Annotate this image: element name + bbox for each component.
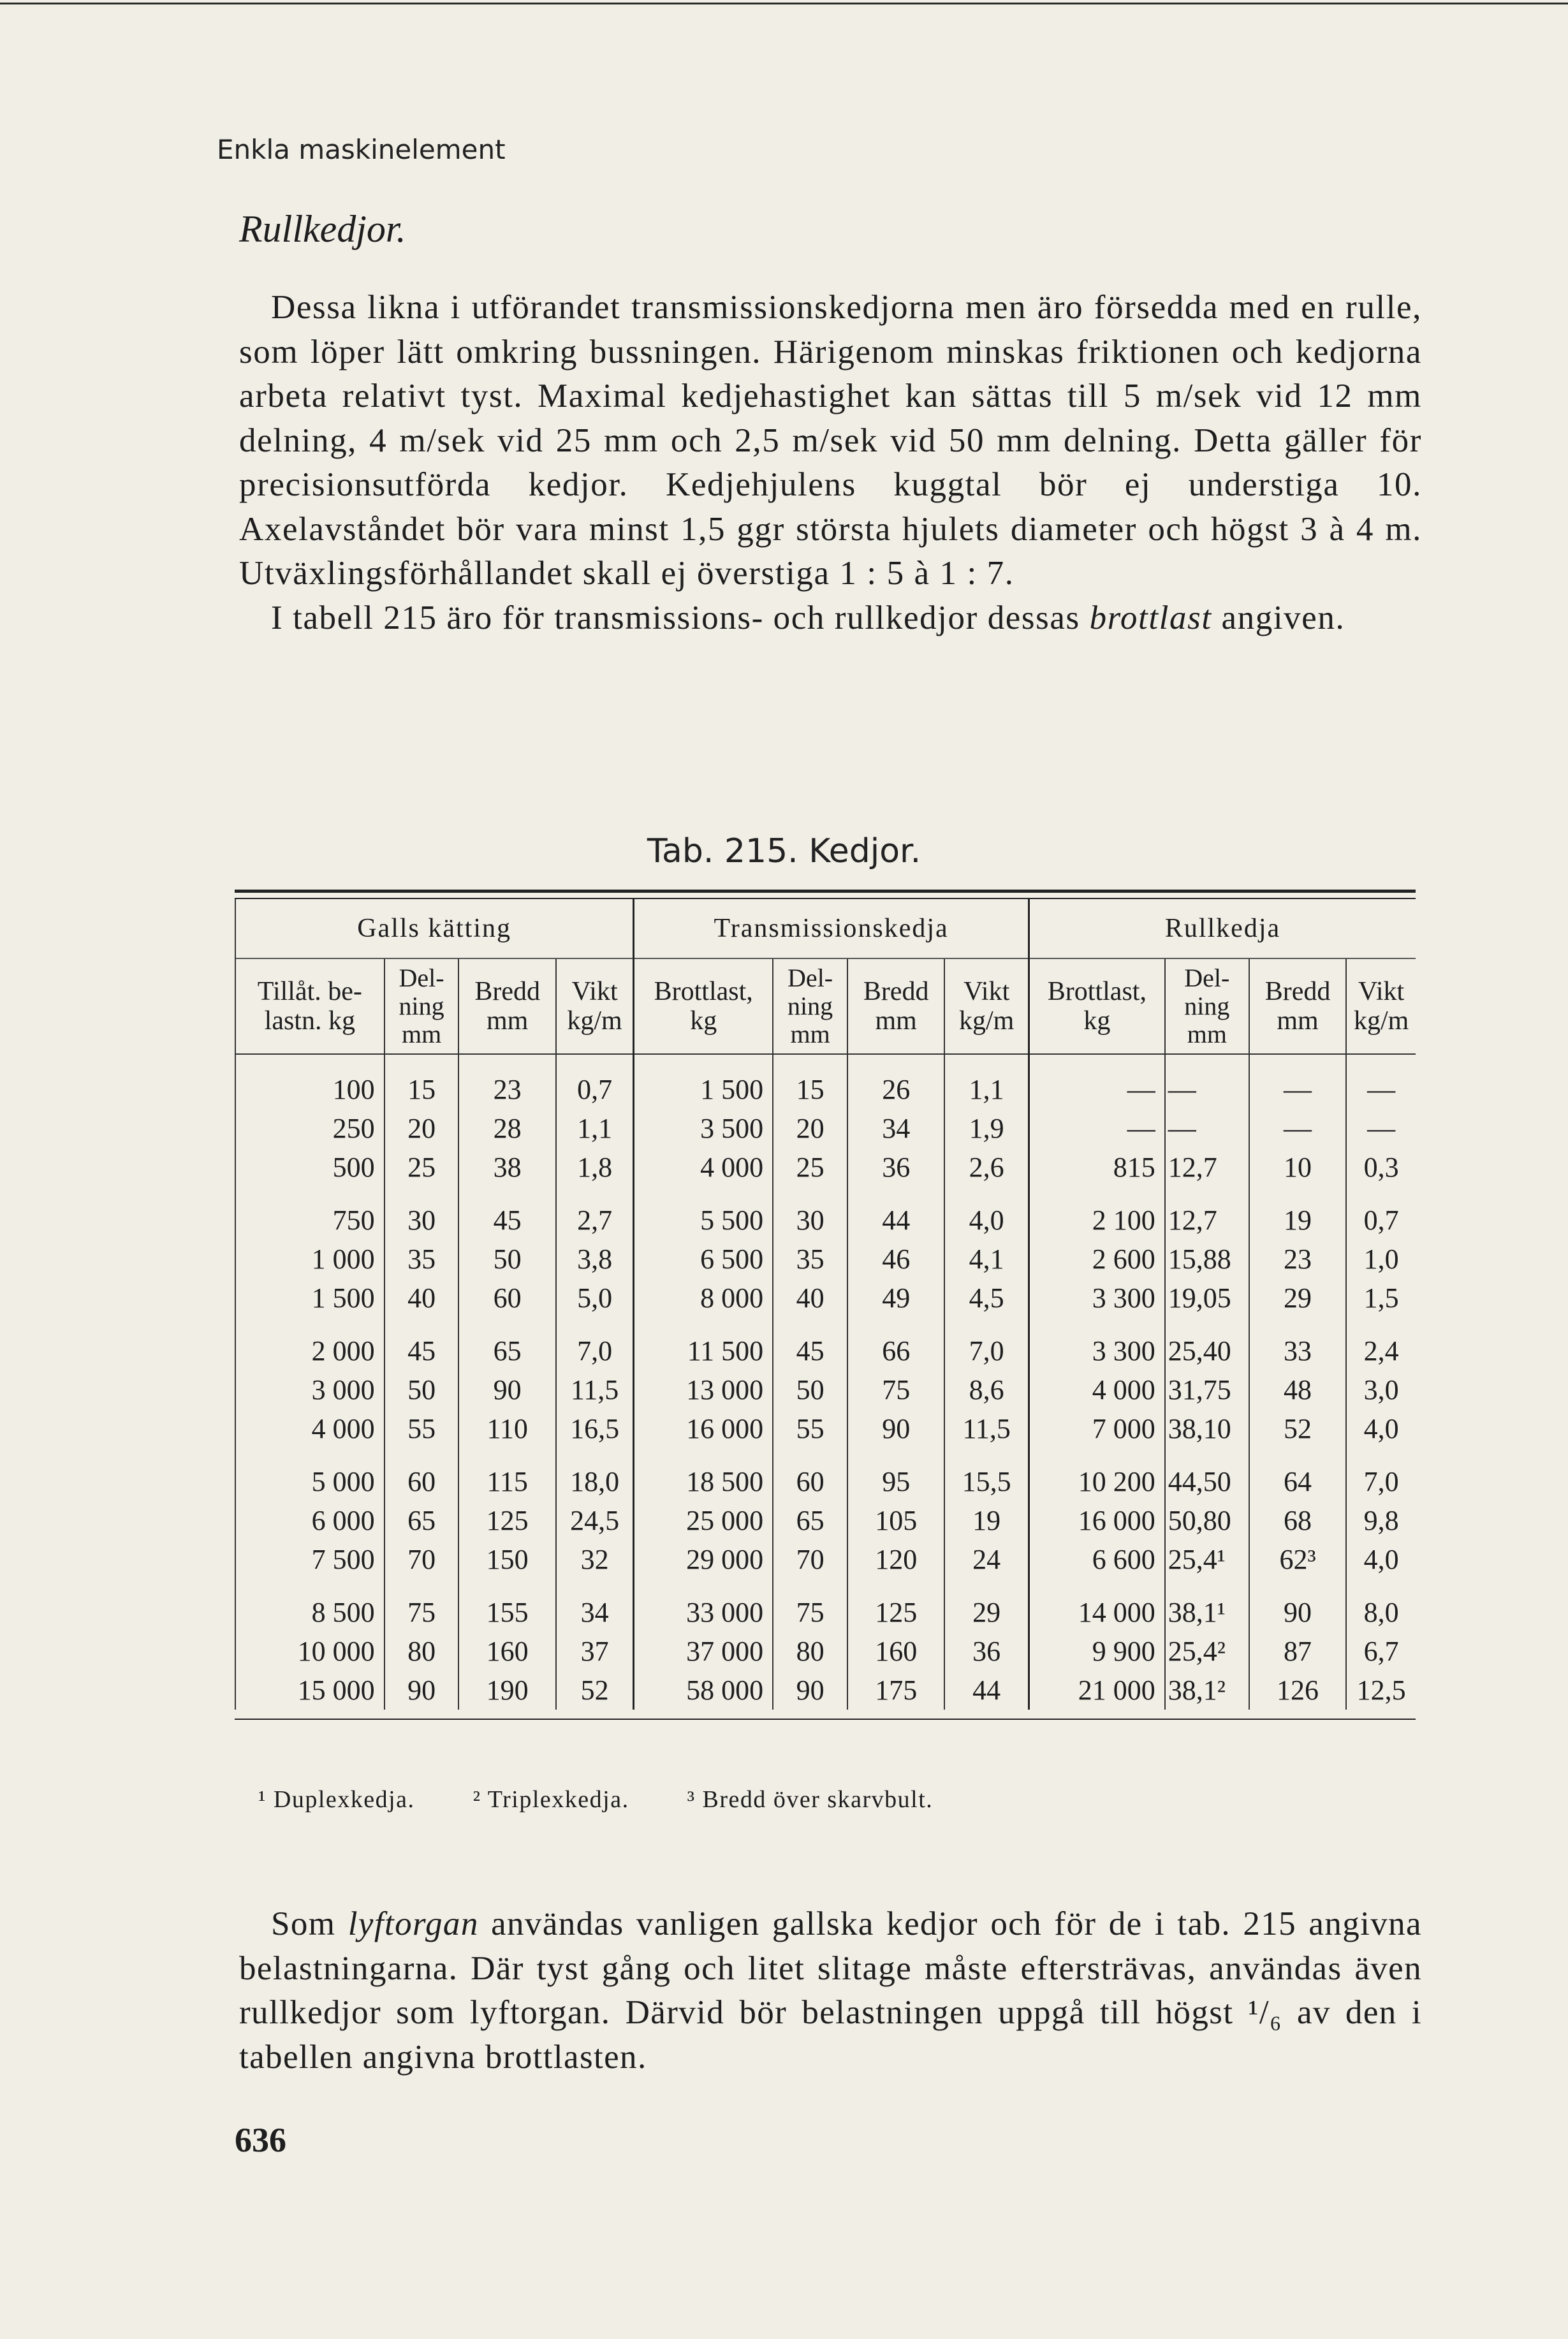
table-row	[235, 1448, 1416, 1501]
table-cell: 7 000	[1029, 1409, 1164, 1448]
table-cell: 14 000	[1029, 1579, 1164, 1632]
table-cell: 15	[773, 1070, 847, 1109]
table-cell: 15 000	[235, 1671, 385, 1710]
table-cell: 50,80	[1165, 1501, 1249, 1540]
table-cell: 23	[1249, 1240, 1346, 1279]
table-cell: —	[1029, 1070, 1164, 1109]
table-cell: 65	[385, 1501, 459, 1540]
table-cell: 50	[385, 1370, 459, 1409]
table-cell: 1,9	[944, 1109, 1029, 1148]
sub-header-cell: Bredd mm	[847, 958, 944, 1054]
table-row	[235, 1540, 1416, 1579]
divider-cell	[944, 1054, 1029, 1070]
table-cell: 23	[458, 1070, 555, 1109]
table-cell: —	[1249, 1070, 1346, 1109]
paragraph-text-2	[239, 596, 1422, 641]
kedjor-table	[235, 899, 1416, 1710]
paragraph-line: I tabell 215 äro för transmissions- och rullkedjor dessas	[271, 599, 1080, 636]
table-row	[235, 1632, 1416, 1671]
table-cell: 10 200	[1029, 1448, 1164, 1501]
sub-header-cell: Brottlast, kg	[1029, 958, 1164, 1054]
table-cell: 4,0	[944, 1187, 1029, 1240]
body-paragraph-2	[239, 1902, 1422, 2079]
table-cell: 20	[385, 1109, 459, 1148]
table-cell: 3,0	[1346, 1370, 1416, 1409]
table-cell: 500	[235, 1148, 385, 1187]
table-cell: 45	[773, 1317, 847, 1370]
table-cell: 52	[556, 1671, 634, 1710]
table-row	[235, 1109, 1416, 1148]
table-cell: 2,4	[1346, 1317, 1416, 1370]
table-cell: 18 500	[634, 1448, 773, 1501]
table-cell: 6 500	[634, 1240, 773, 1279]
table-cell: 105	[847, 1501, 944, 1540]
table-cell: 90	[847, 1409, 944, 1448]
table-cell: 36	[944, 1632, 1029, 1671]
table-cell: 87	[1249, 1632, 1346, 1671]
divider-cell	[1029, 1054, 1164, 1070]
table-cell: 29 000	[634, 1540, 773, 1579]
emphasis-brottlast: brottlast	[1089, 599, 1212, 636]
chain-table	[235, 890, 1416, 1720]
table-cell: 35	[773, 1240, 847, 1279]
table-cell: 126	[1249, 1671, 1346, 1710]
table-row	[235, 1317, 1416, 1370]
table-cell: 40	[773, 1279, 847, 1317]
page-top-rule	[0, 3, 1568, 4]
sub-header-cell: Bredd mm	[458, 958, 555, 1054]
table-cell: 7 500	[235, 1540, 385, 1579]
divider-cell	[385, 1054, 459, 1070]
table-footnotes	[258, 1785, 984, 1814]
table-cell: 90	[773, 1671, 847, 1710]
table-cell: —	[1249, 1109, 1346, 1148]
table-cell: 16 000	[1029, 1501, 1164, 1540]
table-cell: 38,1²	[1165, 1671, 1249, 1710]
table-cell: 30	[773, 1187, 847, 1240]
table-cell: 10 000	[235, 1632, 385, 1671]
table-cell: 29	[1249, 1279, 1346, 1317]
table-cell: 19	[1249, 1187, 1346, 1240]
table-cell: 3 500	[634, 1109, 773, 1148]
table-cell: 3 000	[235, 1370, 385, 1409]
table-row	[235, 1409, 1416, 1448]
sub-header-cell: Bredd mm	[1249, 958, 1346, 1054]
table-cell: 31,75	[1165, 1370, 1249, 1409]
table-cell: 15,5	[944, 1448, 1029, 1501]
table-cell: 12,7	[1165, 1187, 1249, 1240]
table-cell: 7,0	[1346, 1448, 1416, 1501]
footnote-2: ² Triplexkedja.	[473, 1786, 629, 1813]
table-row	[235, 1501, 1416, 1540]
table-cell: 2 600	[1029, 1240, 1164, 1279]
table-cell: 4 000	[235, 1409, 385, 1448]
table-cell: 95	[847, 1448, 944, 1501]
table-cell: 75	[847, 1370, 944, 1409]
table-cell: 34	[556, 1579, 634, 1632]
divider-cell	[1165, 1054, 1249, 1070]
table-row	[235, 1148, 1416, 1187]
table-top-rule	[235, 890, 1416, 893]
table-cell: 11 500	[634, 1317, 773, 1370]
table-cell: 29	[944, 1579, 1029, 1632]
table-cell: 44,50	[1165, 1448, 1249, 1501]
table-cell: 1 500	[634, 1070, 773, 1109]
table-cell: 7,0	[944, 1317, 1029, 1370]
table-cell: 125	[458, 1501, 555, 1540]
table-cell: 66	[847, 1317, 944, 1370]
table-cell: 1,0	[1346, 1240, 1416, 1279]
table-cell: 11,5	[944, 1409, 1029, 1448]
group-header-row	[235, 899, 1416, 958]
table-cell: 8,6	[944, 1370, 1029, 1409]
paragraph-line-end: angiven.	[1221, 599, 1345, 636]
footnote-3: ³ Bredd över skarvbult.	[687, 1786, 934, 1813]
table-cell: 37 000	[634, 1632, 773, 1671]
sub-header-cell: Tillåt. be- lastn. kg	[235, 958, 385, 1054]
table-cell: 49	[847, 1279, 944, 1317]
table-cell: 6 600	[1029, 1540, 1164, 1579]
table-cell: 32	[556, 1540, 634, 1579]
table-cell: 65	[773, 1501, 847, 1540]
table-cell: 1,1	[944, 1070, 1029, 1109]
emphasis-lyftorgan: lyftorgan	[348, 1905, 479, 1942]
table-cell: 80	[773, 1632, 847, 1671]
table-cell: 20	[773, 1109, 847, 1148]
table-cell: 44	[847, 1187, 944, 1240]
table-cell: 9 900	[1029, 1632, 1164, 1671]
table-cell: 0,3	[1346, 1148, 1416, 1187]
table-cell: 18,0	[556, 1448, 634, 1501]
table-cell: 2,7	[556, 1187, 634, 1240]
section-title: Rullkedjor.	[239, 208, 406, 250]
table-cell: —	[1346, 1070, 1416, 1109]
table-cell: 26	[847, 1070, 944, 1109]
table-cell: 4,1	[944, 1240, 1029, 1279]
table-cell: 38	[458, 1148, 555, 1187]
table-cell: 2 000	[235, 1317, 385, 1370]
table-cell: 19	[944, 1501, 1029, 1540]
table-cell: 12,7	[1165, 1148, 1249, 1187]
table-caption: Tab. 215. Kedjor.	[647, 832, 921, 870]
table-cell: 38,1¹	[1165, 1579, 1249, 1632]
table-cell: 19,05	[1165, 1279, 1249, 1317]
table-cell: 1,5	[1346, 1279, 1416, 1317]
header-divider-row	[235, 1054, 1416, 1070]
table-cell: 45	[458, 1187, 555, 1240]
table-cell: 4,0	[1346, 1409, 1416, 1448]
table-cell: 0,7	[1346, 1187, 1416, 1240]
table-cell: —	[1165, 1070, 1249, 1109]
table-cell: —	[1165, 1109, 1249, 1148]
running-head: Enkla maskinelement	[217, 134, 506, 165]
table-cell: 100	[235, 1070, 385, 1109]
table-cell: 55	[385, 1409, 459, 1448]
table-cell: 120	[847, 1540, 944, 1579]
table-cell: 16,5	[556, 1409, 634, 1448]
divider-cell	[634, 1054, 773, 1070]
table-cell: 33	[1249, 1317, 1346, 1370]
table-cell: 64	[1249, 1448, 1346, 1501]
sub-header-cell: Del- ning mm	[385, 958, 459, 1054]
table-cell: 8 000	[634, 1279, 773, 1317]
table-cell: 3 300	[1029, 1317, 1164, 1370]
table-cell: 25	[773, 1148, 847, 1187]
table-cell: 70	[773, 1540, 847, 1579]
table-cell: 25	[385, 1148, 459, 1187]
table-cell: 750	[235, 1187, 385, 1240]
table-cell: 10	[1249, 1148, 1346, 1187]
table-cell: 8,0	[1346, 1579, 1416, 1632]
table-cell: 2 100	[1029, 1187, 1164, 1240]
sub-header-cell: Vikt kg/m	[944, 958, 1029, 1054]
sub-header-cell: Del- ning mm	[773, 958, 847, 1054]
divider-cell	[1249, 1054, 1346, 1070]
table-cell: 11,5	[556, 1370, 634, 1409]
table-cell: 5 500	[634, 1187, 773, 1240]
table-cell: —	[1346, 1109, 1416, 1148]
table-cell: 24,5	[556, 1501, 634, 1540]
table-cell: 8 500	[235, 1579, 385, 1632]
table-cell: 3 300	[1029, 1279, 1164, 1317]
group-rullkedja: Rullkedja	[1029, 899, 1416, 958]
divider-cell	[556, 1054, 634, 1070]
paragraph-2-pre: Som	[271, 1905, 336, 1942]
table-cell: 1,8	[556, 1148, 634, 1187]
table-cell: 9,8	[1346, 1501, 1416, 1540]
table-cell: 25 000	[634, 1501, 773, 1540]
sub-header-cell: Vikt kg/m	[1346, 958, 1416, 1054]
table-cell: 175	[847, 1671, 944, 1710]
table-cell: 5,0	[556, 1279, 634, 1317]
sub-header-cell: Brottlast, kg	[634, 958, 773, 1054]
table-cell: 115	[458, 1448, 555, 1501]
table-bottom-rule	[235, 1719, 1416, 1720]
table-cell: 16 000	[634, 1409, 773, 1448]
table-cell: 70	[385, 1540, 459, 1579]
table-cell: 48	[1249, 1370, 1346, 1409]
divider-cell	[847, 1054, 944, 1070]
table-cell: 160	[847, 1632, 944, 1671]
table-cell: 25,4¹	[1165, 1540, 1249, 1579]
table-cell: 6,7	[1346, 1632, 1416, 1671]
sub-header-cell: Vikt kg/m	[556, 958, 634, 1054]
table-cell: 55	[773, 1409, 847, 1448]
body-paragraph-1	[239, 286, 1422, 640]
table-cell: 30	[385, 1187, 459, 1240]
table-cell: —	[1029, 1109, 1164, 1148]
table-cell: 45	[385, 1317, 459, 1370]
table-cell: 40	[385, 1279, 459, 1317]
table-cell: 62³	[1249, 1540, 1346, 1579]
table-cell: 815	[1029, 1148, 1164, 1187]
page-number: 636	[235, 2121, 286, 2159]
table-cell: 52	[1249, 1409, 1346, 1448]
table-row	[235, 1187, 1416, 1240]
table-cell: 2,6	[944, 1148, 1029, 1187]
divider-cell	[235, 1054, 385, 1070]
table-cell: 125	[847, 1579, 944, 1632]
table-cell: 60	[773, 1448, 847, 1501]
sub-header-row	[235, 958, 1416, 1054]
table-cell: 12,5	[1346, 1671, 1416, 1710]
table-row	[235, 1279, 1416, 1317]
table-cell: 50	[773, 1370, 847, 1409]
group-galls-katting: Galls kätting	[235, 899, 634, 958]
table-cell: 36	[847, 1148, 944, 1187]
table-cell: 90	[458, 1370, 555, 1409]
table-cell: 1 500	[235, 1279, 385, 1317]
table-row	[235, 1370, 1416, 1409]
table-cell: 190	[458, 1671, 555, 1710]
paragraph-2-text	[239, 1902, 1422, 2079]
table-cell: 110	[458, 1409, 555, 1448]
table-cell: 7,0	[556, 1317, 634, 1370]
paragraph-text: Dessa likna i utförandet transmissionskedjorna men äro försedda med en rulle, som löper lätt omkring bussningen. Härigenom minskas friktionen och kedjorna arbeta relativt tyst. Maximal kedjehastighet kan sättas till 5 m/sek vid 12 mm delning, 4 m/sek vid 25 mm och 2,5 m/sek vid 50 mm delning. Detta gäller för precisionsutförda kedjor. Kedjehjulens kuggtal bör ej understiga 10. Axelavståndet bör vara minst 1,5 ggr största hjulets diameter och högst 3 à 4 m. Utväxlingsförhållandet skall ej överstiga 1 : 5 à 1 : 7.	[239, 289, 1422, 592]
table-cell: 1 000	[235, 1240, 385, 1279]
table-cell: 4,5	[944, 1279, 1029, 1317]
table-row	[235, 1671, 1416, 1710]
table-cell: 160	[458, 1632, 555, 1671]
divider-cell	[773, 1054, 847, 1070]
table-cell: 15,88	[1165, 1240, 1249, 1279]
table-cell: 4 000	[634, 1148, 773, 1187]
table-cell: 33 000	[634, 1579, 773, 1632]
table-cell: 6 000	[235, 1501, 385, 1540]
table-cell: 4 000	[1029, 1370, 1164, 1409]
table-row	[235, 1070, 1416, 1109]
table-cell: 75	[385, 1579, 459, 1632]
table-cell: 46	[847, 1240, 944, 1279]
table-cell: 250	[235, 1109, 385, 1148]
table-cell: 34	[847, 1109, 944, 1148]
divider-cell	[458, 1054, 555, 1070]
table-cell: 25,40	[1165, 1317, 1249, 1370]
table-cell: 80	[385, 1632, 459, 1671]
table-cell: 37	[556, 1632, 634, 1671]
paragraph-2-post: användas vanligen gallska kedjor och för de i tab. 215 angivna belastningarna. Där tyst gång och litet slitage måste eftersträvas, användas även rullkedjor som lyftorgan. Därvid bör belastningen uppgå till högst ¹/₆ av den i tabellen angivna brottlasten.	[239, 1905, 1422, 2076]
table-cell: 4,0	[1346, 1540, 1416, 1579]
table-cell: 150	[458, 1540, 555, 1579]
table-cell: 24	[944, 1540, 1029, 1579]
table-cell: 1,1	[556, 1109, 634, 1148]
table-row	[235, 1579, 1416, 1632]
table-cell: 68	[1249, 1501, 1346, 1540]
table-cell: 90	[385, 1671, 459, 1710]
table-cell: 60	[385, 1448, 459, 1501]
table-cell: 60	[458, 1279, 555, 1317]
sub-header-cell: Del- ning mm	[1165, 958, 1249, 1054]
group-transmissionskedja: Transmissionskedja	[634, 899, 1029, 958]
table-cell: 5 000	[235, 1448, 385, 1501]
table-cell: 28	[458, 1109, 555, 1148]
table-cell: 75	[773, 1579, 847, 1632]
table-cell: 25,4²	[1165, 1632, 1249, 1671]
table-cell: 65	[458, 1317, 555, 1370]
table-cell: 38,10	[1165, 1409, 1249, 1448]
table-cell: 35	[385, 1240, 459, 1279]
table-cell: 0,7	[556, 1070, 634, 1109]
table-cell: 21 000	[1029, 1671, 1164, 1710]
table-cell: 15	[385, 1070, 459, 1109]
table-row	[235, 1240, 1416, 1279]
table-cell: 3,8	[556, 1240, 634, 1279]
table-cell: 13 000	[634, 1370, 773, 1409]
footnote-1: ¹ Duplexkedja.	[258, 1786, 415, 1813]
table-cell: 155	[458, 1579, 555, 1632]
divider-cell	[1346, 1054, 1416, 1070]
table-cell: 58 000	[634, 1671, 773, 1710]
table-cell: 44	[944, 1671, 1029, 1710]
table-cell: 50	[458, 1240, 555, 1279]
table-cell: 90	[1249, 1579, 1346, 1632]
